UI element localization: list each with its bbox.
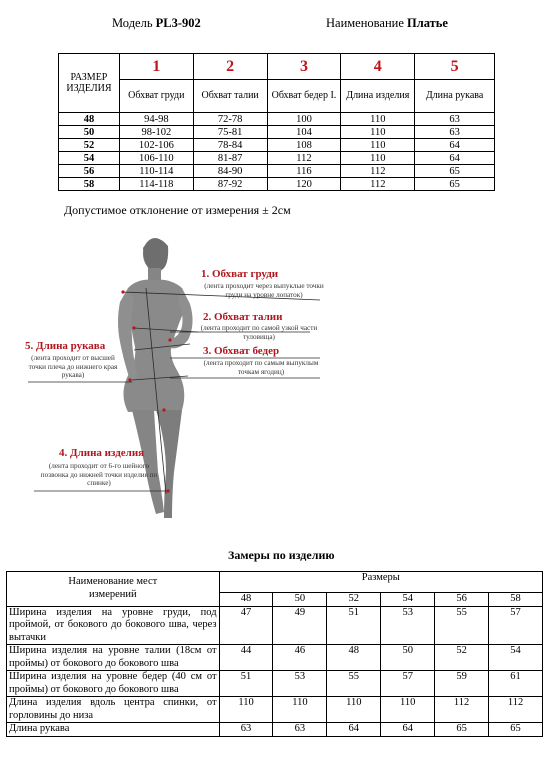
measure-value-cell: 112	[489, 697, 543, 723]
measure-size-header: 50	[273, 593, 327, 607]
measure-value-cell: 57	[489, 606, 543, 645]
measure-value-cell: 63	[273, 723, 327, 737]
measure-value-cell: 53	[381, 606, 435, 645]
size-value-cell: 112	[341, 178, 415, 191]
measure-value-cell: 64	[381, 723, 435, 737]
size-value-cell: 104	[267, 126, 341, 139]
measure-table	[6, 571, 543, 737]
measure-name-cell: Длина изделия вдоль центра спинки, от горловины до низа	[7, 697, 220, 723]
measure-value-cell: 51	[327, 606, 381, 645]
measure-row	[7, 671, 543, 697]
measure-name-cell: Длина рукава	[7, 723, 220, 737]
model-code: PL3-902	[155, 16, 201, 30]
size-value-cell: 65	[415, 178, 495, 191]
measure-value-cell: 48	[327, 645, 381, 671]
size-value-cell: 75-81	[193, 126, 267, 139]
size-value-cell: 114-118	[119, 178, 193, 191]
measure-row	[7, 697, 543, 723]
size-row	[59, 113, 495, 126]
size-value-cell: 84-90	[193, 165, 267, 178]
size-row	[59, 152, 495, 165]
callout-waist-note: (лента проходит по самой узкой части туловища)	[200, 324, 318, 341]
name-value: Платье	[407, 16, 448, 30]
measurement-figure	[20, 232, 340, 532]
size-value-cell: 98-102	[119, 126, 193, 139]
size-value-cell: 110	[341, 152, 415, 165]
measure-value-cell: 54	[489, 645, 543, 671]
model-line	[112, 16, 201, 31]
measure-value-cell: 65	[435, 723, 489, 737]
size-value-cell: 110	[341, 113, 415, 126]
size-cell: 56	[59, 165, 120, 178]
measure-size-header: 58	[489, 593, 543, 607]
measure-value-cell: 59	[435, 671, 489, 697]
measure-size-header: 56	[435, 593, 489, 607]
size-value-cell: 64	[415, 152, 495, 165]
callout-bust-title: 1. Обхват груди	[201, 268, 279, 280]
callout-bust-note: (лента проходит через выпуклые точки груди на уровне лопаток)	[204, 282, 324, 299]
callout-waist-title: 2. Обхват талии	[203, 311, 283, 323]
callout-hip-title: 3. Обхват бедер	[203, 345, 280, 357]
callout-length-title: 4. Длина изделия	[59, 447, 145, 459]
measure-row	[7, 606, 543, 645]
measure-sizes-header: Размеры	[219, 572, 542, 593]
measure-value-cell: 47	[219, 606, 273, 645]
tolerance-note: Допустимое отклонение от измерения ± 2см	[64, 203, 291, 217]
measure-value-cell: 64	[327, 723, 381, 737]
col-label-4: Длина изделия	[341, 80, 415, 113]
size-value-cell: 106-110	[119, 152, 193, 165]
size-value-cell: 63	[415, 113, 495, 126]
callout-hip-note: (лента проходит по самым выпуклым точкам ягодиц)	[203, 359, 319, 376]
size-row	[59, 165, 495, 178]
size-row	[59, 139, 495, 152]
measure-value-cell: 110	[219, 697, 273, 723]
size-value-cell: 65	[415, 165, 495, 178]
measure-value-cell: 110	[327, 697, 381, 723]
size-value-cell: 112	[267, 152, 341, 165]
size-cell: 48	[59, 113, 120, 126]
measure-name-cell: Ширина изделия на уровне груди, под проймой, от бокового до бокового шва, через вытачки	[7, 606, 220, 645]
name-label: Наименование	[326, 16, 404, 30]
size-cell: 58	[59, 178, 120, 191]
size-value-cell: 94-98	[119, 113, 193, 126]
measure-value-cell: 110	[273, 697, 327, 723]
measure-value-cell: 55	[435, 606, 489, 645]
size-value-cell: 112	[341, 165, 415, 178]
size-cell: 50	[59, 126, 120, 139]
measure-value-cell: 50	[381, 645, 435, 671]
callout-length-note: (лента проходит от 6-го шейного позвонка до нижней точки изделия по спинке)	[40, 462, 158, 487]
measure-row	[7, 645, 543, 671]
measure-name-cell: Ширина изделия на уровне талии (18см от проймы) от бокового до бокового шва	[7, 645, 220, 671]
measure-size-header: 52	[327, 593, 381, 607]
size-value-cell: 78-84	[193, 139, 267, 152]
col-label-1: Обхват груди	[119, 80, 193, 113]
size-value-cell: 81-87	[193, 152, 267, 165]
measure-size-header: 54	[381, 593, 435, 607]
measure-value-cell: 63	[219, 723, 273, 737]
col-label-2: Обхват талии	[193, 80, 267, 113]
measure-value-cell: 49	[273, 606, 327, 645]
callout-sleeve-note: (лента проходит от высшей точки плеча до нижнего края рукава)	[28, 354, 118, 379]
size-value-cell: 110	[341, 139, 415, 152]
measure-table-title: Замеры по изделию	[228, 548, 335, 562]
size-cell: 54	[59, 152, 120, 165]
measure-value-cell: 44	[219, 645, 273, 671]
col-num-3: 3	[267, 54, 341, 80]
col-label-3: Обхват бедер I.	[267, 80, 341, 113]
model-label: Модель	[112, 16, 153, 30]
measure-value-cell: 61	[489, 671, 543, 697]
measure-size-header: 48	[219, 593, 273, 607]
measure-value-cell: 51	[219, 671, 273, 697]
col-num-5: 5	[415, 54, 495, 80]
measure-row	[7, 723, 543, 737]
measure-value-cell: 46	[273, 645, 327, 671]
size-value-cell: 72-78	[193, 113, 267, 126]
size-value-cell: 102-106	[119, 139, 193, 152]
size-value-cell: 110	[341, 126, 415, 139]
size-row	[59, 126, 495, 139]
size-cell: 52	[59, 139, 120, 152]
size-value-cell: 64	[415, 139, 495, 152]
measure-value-cell: 65	[489, 723, 543, 737]
measure-value-cell: 55	[327, 671, 381, 697]
callout-sleeve-title: 5. Длина рукава	[25, 340, 106, 352]
size-value-cell: 116	[267, 165, 341, 178]
col-num-1: 1	[119, 54, 193, 80]
size-value-cell: 120	[267, 178, 341, 191]
measure-name-header: Наименование мест измерений	[7, 572, 220, 607]
size-row	[59, 178, 495, 191]
measure-value-cell: 112	[435, 697, 489, 723]
measure-value-cell: 52	[435, 645, 489, 671]
size-value-cell: 100	[267, 113, 341, 126]
size-table-corner: РАЗМЕР ИЗДЕЛИЯ	[59, 54, 120, 113]
size-value-cell: 110-114	[119, 165, 193, 178]
col-num-2: 2	[193, 54, 267, 80]
measure-name-cell: Ширина изделия на уровне бедер (40 см от проймы) от бокового до бокового шва	[7, 671, 220, 697]
measure-value-cell: 57	[381, 671, 435, 697]
col-label-5: Длина рукава	[415, 80, 495, 113]
size-value-cell: 108	[267, 139, 341, 152]
name-line	[326, 16, 448, 31]
measure-value-cell: 110	[381, 697, 435, 723]
size-table	[58, 53, 495, 191]
size-value-cell: 87-92	[193, 178, 267, 191]
col-num-4: 4	[341, 54, 415, 80]
measure-value-cell: 53	[273, 671, 327, 697]
size-value-cell: 63	[415, 126, 495, 139]
